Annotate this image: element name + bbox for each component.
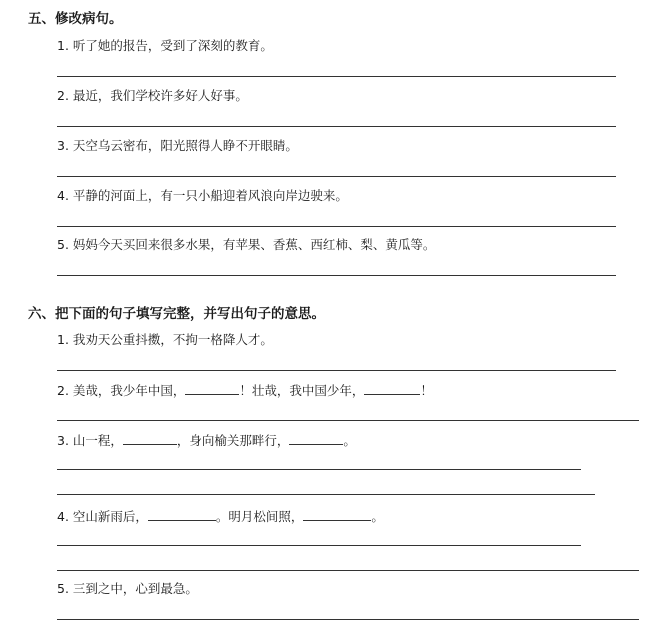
s6-item-4: [57, 508, 384, 525]
answer-line: [57, 469, 581, 470]
fill-blank[interactable]: [289, 432, 343, 445]
answer-line: [57, 494, 595, 495]
s5-item-3: 3. 天空乌云密布，阳光照得人睁不开眼睛。: [57, 138, 298, 153]
answer-line: [57, 619, 639, 620]
fill-blank[interactable]: [303, 508, 371, 521]
answer-line: [57, 176, 616, 177]
s6-item-2-part-1: 2. 美哉，我少年中国，: [57, 383, 186, 398]
answer-line: [57, 370, 616, 371]
s6-item-3-part-3: 。: [343, 433, 356, 448]
section-5-title: 五、修改病句。: [28, 11, 123, 27]
s6-item-5: 5. 三到之中，心到最急。: [57, 581, 198, 596]
fill-blank[interactable]: [364, 382, 420, 395]
s6-item-2: [57, 382, 433, 399]
s6-item-3: [57, 432, 356, 449]
answer-line: [57, 545, 581, 546]
answer-line: [57, 126, 616, 127]
answer-line: [57, 76, 616, 77]
s6-item-4-part-3: 。: [371, 509, 384, 524]
s6-item-2-part-3: ！: [420, 383, 433, 398]
s6-item-3-part-1: 3. 山一程，: [57, 433, 123, 448]
s6-item-1: 1. 我劝天公重抖擞，不拘一格降人才。: [57, 332, 273, 347]
s6-item-4-part-1: 4. 空山新雨后，: [57, 509, 148, 524]
s5-item-5: 5. 妈妈今天买回来很多水果，有苹果、香蕉、西红柿、梨、黄瓜等。: [57, 237, 436, 252]
fill-blank[interactable]: [148, 508, 216, 521]
s6-item-3-part-2: ，身向榆关那畔行，: [176, 433, 290, 448]
answer-line: [57, 420, 639, 421]
fill-blank[interactable]: [185, 382, 239, 395]
s5-item-1: 1. 听了她的报告，受到了深刻的教育。: [57, 38, 273, 53]
s5-item-2: 2. 最近，我们学校许多好人好事。: [57, 88, 248, 103]
section-6-title: 六、把下面的句子填写完整，并写出句子的意思。: [28, 306, 325, 322]
answer-line: [57, 226, 616, 227]
fill-blank[interactable]: [123, 432, 177, 445]
answer-line: [57, 570, 639, 571]
s6-item-2-part-2: ！壮哉，我中国少年，: [239, 383, 365, 398]
answer-line: [57, 275, 616, 276]
s6-item-4-part-2: 。明月松间照，: [215, 509, 304, 524]
s5-item-4: 4. 平静的河面上，有一只小船迎着风浪向岸边驶来。: [57, 188, 348, 203]
